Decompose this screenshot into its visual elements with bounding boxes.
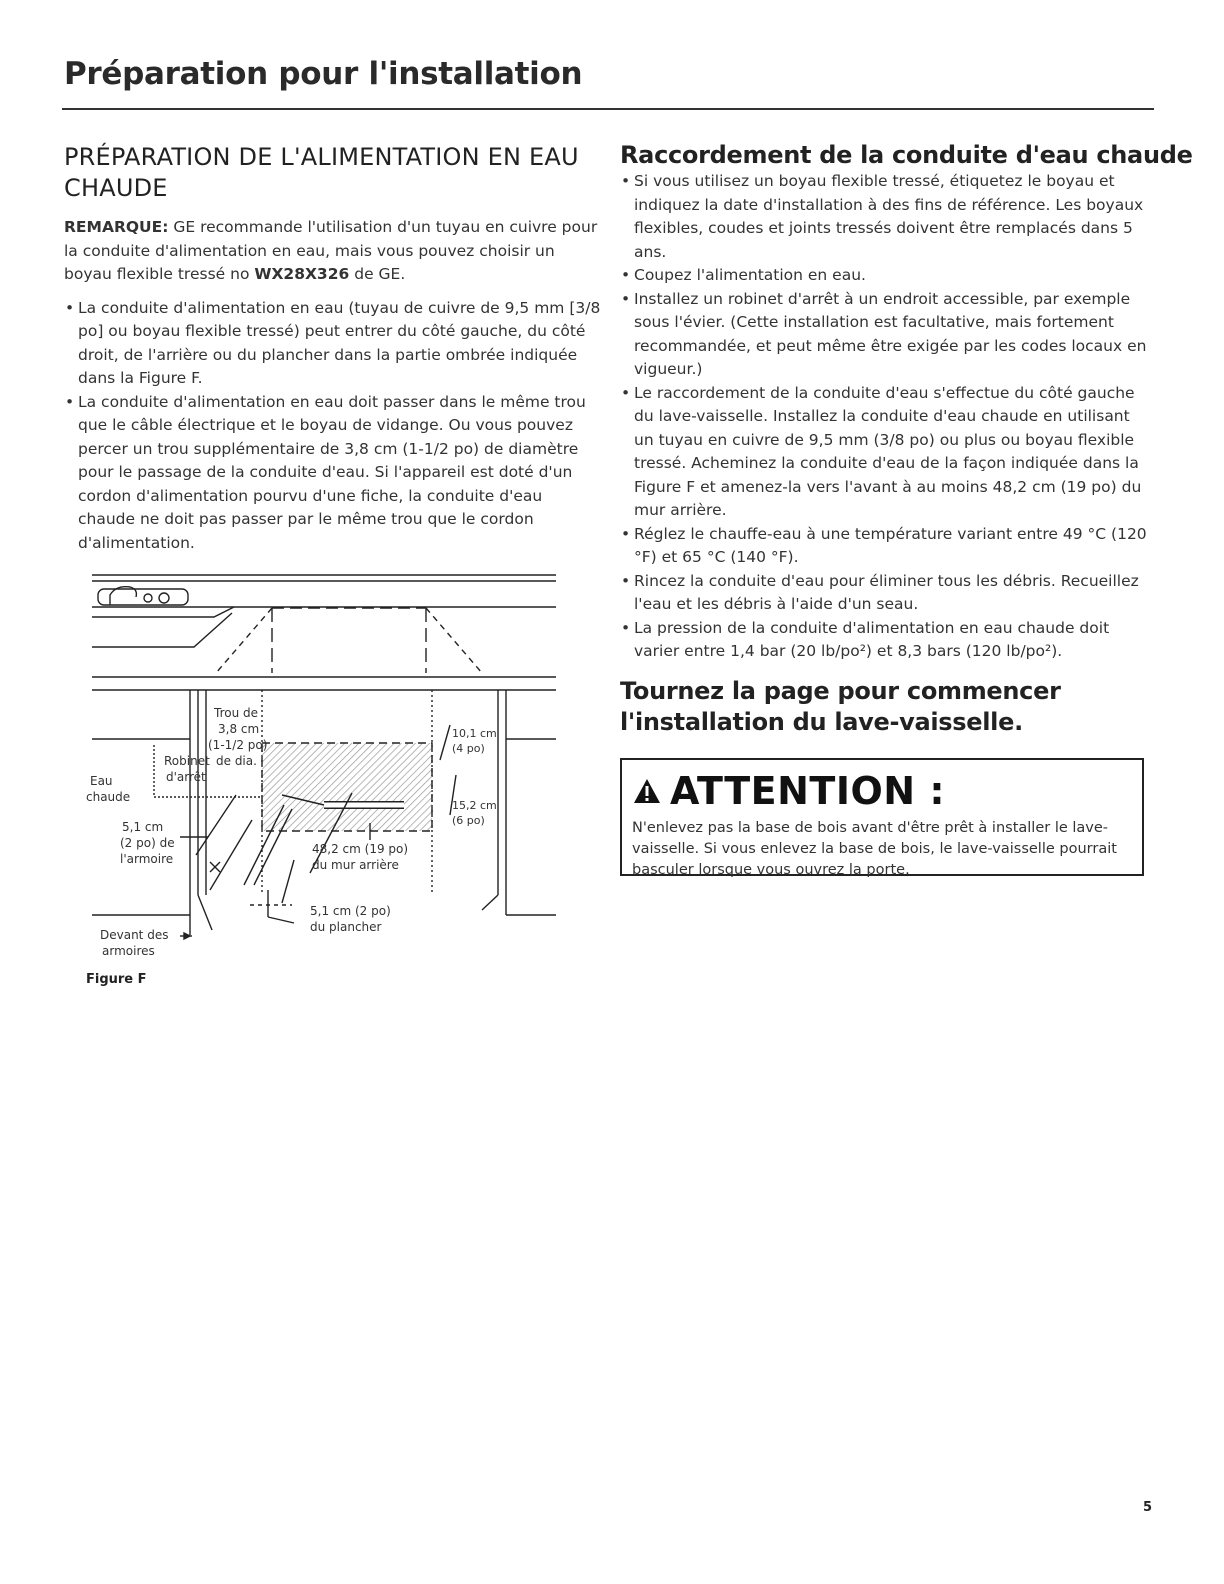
page-number: 5 [1143,1500,1153,1515]
cabinet-dist-label-3: l'armoire [120,852,174,866]
valve-label-1: Robinet [164,754,210,768]
note-text-end: de GE. [349,265,406,283]
list-item: • La conduite d'alimentation en eau doit passer dans le même trou que le câble électrique et le boyau de vidange. Ou vous pouvez percer un trou supplémentaire de 3,8 cm (1-1/2 po) de diamètre pour le passage de la conduite d'eau. Si l'appareil est doté d'un cordon d'alimentation pourvu d'une fiche, la conduite d'eau chaude ne doit pas passer par le même trou que le cordon d'alimentation. [64,391,602,556]
list-item: • La pression de la conduite d'alimentation en eau chaude doit varier entre 1,4 bar (20 lb/po²) et 8,3 bars (120 lb/po²). [620,617,1150,664]
rear-wall-label-1: 48,2 cm (19 po) [312,842,409,856]
list-item: • Installez un robinet d'arrêt à un endroit accessible, par exemple sous l'évier. (Cette installation est facultative, mais fortement recommandée, et peut même être exigée par les codes locaux en vigueur.) [620,288,1150,382]
rear-wall-label-2: du mur arrière [312,858,399,872]
list-item: • Coupez l'alimentation en eau. [620,264,1150,288]
hot-water-connection-heading: Raccordement de la conduite d'eau chaude [620,141,1193,169]
list-item: • La conduite d'alimentation en eau (tuyau de cuivre de 9,5 mm [3/8 po] ou boyau flexible tressé) peut entrer du côté gauche, du côté droit, de l'arrière ou du plancher dans la partie ombrée indiquée dans la Figure F. [64,297,602,391]
list-item: • Si vous utilisez un boyau flexible tressé, étiquetez le boyau et indiquez la date d'installation à des fins de référence. Les boyaux flexibles, coudes et joints tressés doivent être remplacés dans 5 ans. [620,170,1150,264]
supply-bullet-list [64,297,602,556]
installation-diagram-svg [84,565,564,965]
caution-box [620,758,1144,876]
note-paragraph [64,216,602,287]
installation-diagram [84,565,564,965]
cabinet-front-label-1: Devant des [100,928,169,942]
caution-header [632,764,1132,818]
hole-label-2: 3,8 cm [218,722,260,736]
floor-dist-label-2: du plancher [310,920,382,934]
hole-label-1: Trou de [214,706,258,720]
hot-water-label-2: chaude [86,790,131,804]
connection-bullet-list [620,170,1150,664]
hot-water-supply-heading: PRÉPARATION DE L'ALIMENTATION EN EAU CHAUDE [64,143,579,202]
list-item: • Rincez la conduite d'eau pour éliminer tous les débris. Recueillez l'eau et les débris à l'aide d'un seau. [620,570,1150,617]
note-label: REMARQUE: [64,218,169,236]
list-item: • Réglez le chauffe-eau à une température variant entre 49 °C (120 °F) et 65 °C (140 °F). [620,523,1150,570]
title-divider [62,108,1154,110]
page-title: Préparation pour l'installation [64,56,583,92]
note-text: GE recommande l'utilisation d'un tuyau en cuivre pour la conduite d'alimentation en eau, mais vous pouvez choisir un boyau flexible tressé no [64,218,598,283]
list-item: • Le raccordement de la conduite d'eau s'effectue du côté gauche du lave-vaisselle. Installez la conduite d'eau chaude en utilisant un tuyau en cuivre de 9,5 mm (3/8 po) ou plus ou boyau flexible tressé. Acheminez la conduite d'eau de la façon indiquée dans la Figure F et amenez-la vers l'avant à au moins 48,2 cm (19 po) du mur arrière. [620,382,1150,523]
top-dist-label-2: (4 po) [452,742,485,755]
cabinet-dist-label-1: 5,1 cm [122,820,164,834]
hole-label-3: (1-1/2 po) [208,738,268,752]
floor-dist-label-1: 5,1 cm (2 po) [310,904,391,918]
valve-label-2: d'arrêt [166,770,206,784]
figure-caption: Figure F [86,972,147,987]
part-number: WX28X326 [254,265,350,283]
warning-triangle-icon [632,777,662,805]
side-dist-label-1: 15,2 cm [452,799,497,812]
right-column [620,140,1193,738]
hole-label-4: de dia. [216,754,257,768]
side-dist-label-2: (6 po) [452,814,485,827]
cabinet-dist-label-2: (2 po) de [120,836,175,850]
left-column [64,142,602,555]
caution-text: N'enlevez pas la base de bois avant d'être prêt à installer le lave-vaisselle. Si vous enlevez la base de bois, le lave-vaisselle pourrait basculer lorsque vous ouvrez la porte. [632,820,1117,878]
caution-title: ATTENTION : [670,769,946,813]
top-dist-label-1: 10,1 cm [452,727,497,740]
cabinet-front-label-2: armoires [102,944,155,958]
hot-water-label-1: Eau [90,774,113,788]
turn-page-heading: Tournez la page pour commencer l'installation du lave-vaisselle. [620,676,1061,736]
